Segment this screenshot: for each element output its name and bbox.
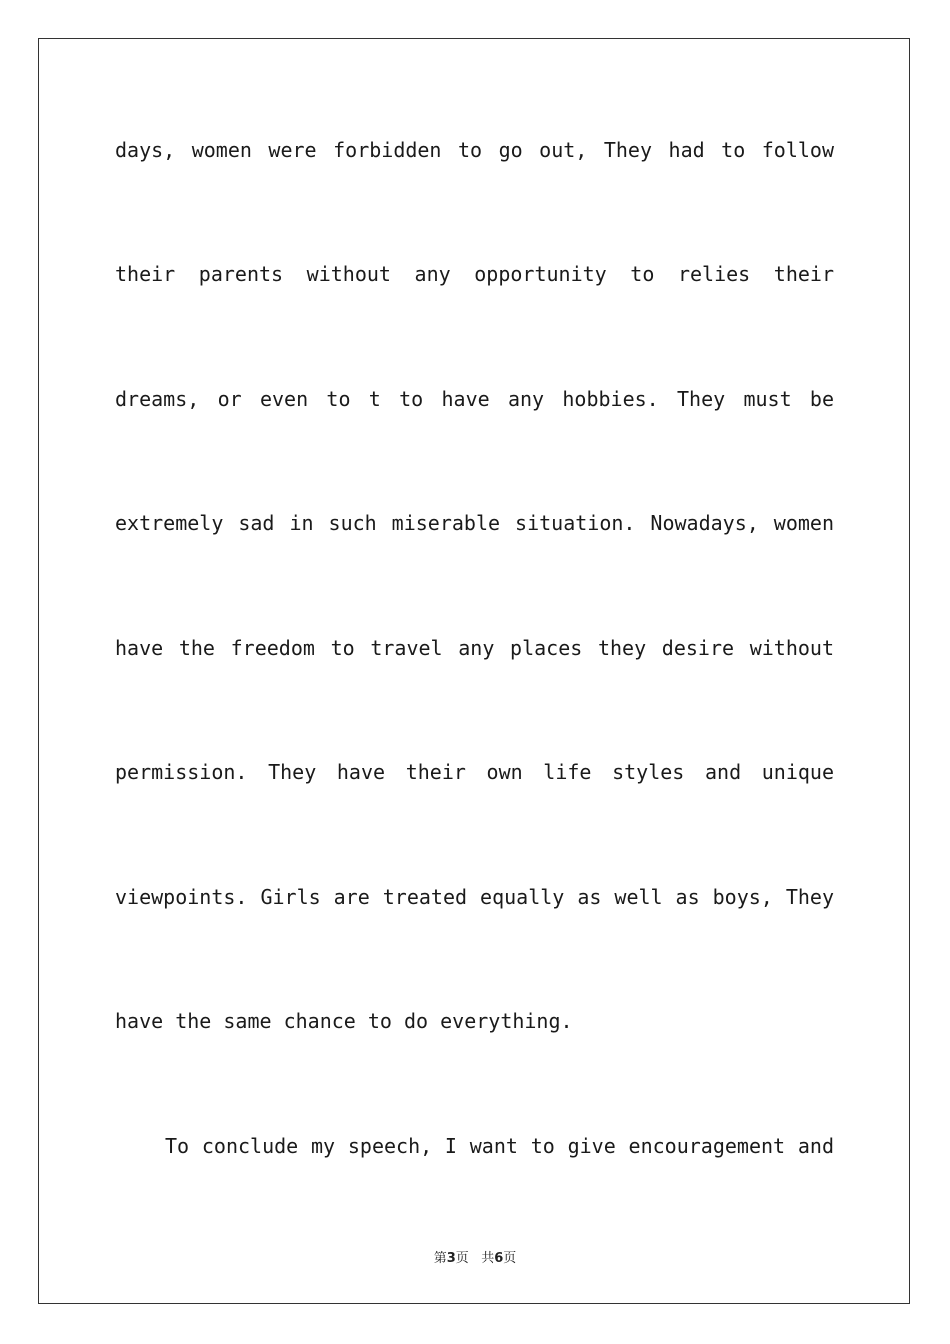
total-prefix: 共 [481,1251,495,1266]
text-line-4: extremely sad in such miserable situation. Nowadays, women [115,511,834,535]
page-suffix: 页 [455,1251,469,1266]
text-line-7: viewpoints. Girls are treated equally as well as boys, They [115,885,834,909]
text-line-5: have the freedom to travel any places they desire without [115,636,834,660]
text-line-6: permission. They have their own life styles and unique [115,760,834,784]
page-number-footer [0,1247,950,1266]
page-border [38,38,910,1304]
text-line-3: dreams, or even to t to have any hobbies. They must be [115,387,834,411]
page-prefix: 第 [433,1251,447,1266]
text-line-9: To conclude my speech, I want to give encouragement and [165,1134,834,1158]
text-line-2: their parents without any opportunity to relies their [115,262,834,286]
total-pages-number: 6 [494,1251,504,1266]
total-suffix: 页 [503,1251,517,1266]
text-line-8: have the same chance to do everything. [115,1009,573,1033]
current-page-number: 3 [446,1251,456,1266]
text-line-1: days, women were forbidden to go out, They had to follow [115,138,834,162]
